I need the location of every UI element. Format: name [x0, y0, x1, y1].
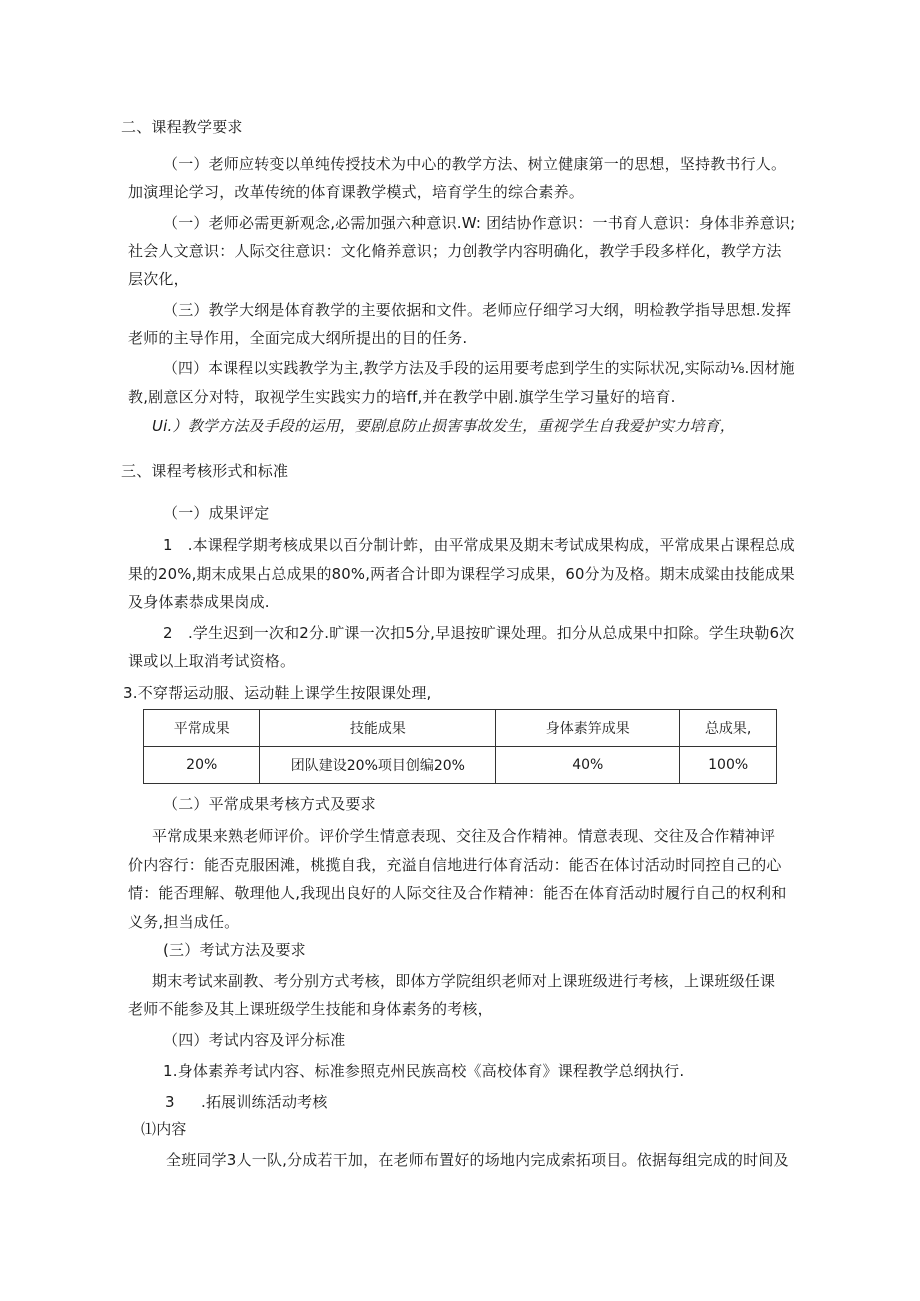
s2-p4-line1: （四）本课程以实践教学为主,教学方法及手段的运用要考虑到学生的实际状况,实际动⅛.因材施: [163, 359, 795, 377]
table-cell: 40%: [496, 747, 680, 784]
table-cell: 100%: [680, 747, 777, 784]
section-3-title: 三、课程考核形式和标准: [121, 462, 289, 480]
table-cell: 20%: [144, 747, 260, 784]
s3-item2-line2: 课或以上取消考试资格。: [128, 652, 296, 670]
s3-sub2-para-line2: 价内容行：能否克服困滩，桃揽自我，充溢自信地进行体育活动：能否在体讨活动时同控自己的心: [128, 856, 782, 874]
s3-item1-line3: 及身体素恭成果岗成.: [128, 593, 270, 611]
s3-subheading-3: (三）考试方法及要求: [163, 941, 306, 959]
s2-p3-line2: 老师的主导作用，全面完成大纲所提出的目的任务.: [128, 329, 468, 347]
s2-p1-line1: （一）老师应转变以单纯传授技术为中心的教学方法、树立健康第一的思想，坚持教书行人。: [163, 155, 787, 173]
grade-table: [143, 709, 777, 784]
table-header-cell: 身体素笄成果: [496, 710, 680, 747]
table-header-row: [144, 710, 777, 747]
table-header-cell: 平常成果: [144, 710, 260, 747]
s2-p4-line2: 教,剧意区分对特，取视学生实践实力的培ff,并在教学中剧.旗学生学习量好的培育.: [128, 388, 676, 406]
s3-item1-line1: 1 .本课程学期考核成果以百分制计蚱，由平常成果及期末考试成果构成，平常成果占课程总成: [163, 536, 795, 554]
s3-sub4-content-heading: ⑴内容: [141, 1120, 187, 1138]
s3-sub4-content-para: 全班同学3人一队,分成若干加，在老师布置好的场地内完成索拓项目。依据每组完成的时间及: [166, 1151, 789, 1169]
s3-sub4-item3-text: .拓展训练活动考核: [201, 1093, 328, 1111]
s3-sub3-para-line2: 老师不能参及其上课班级学生技能和身体素务的考核，: [128, 1000, 493, 1018]
s3-subheading-4: （四）考试内容及评分标准: [163, 1031, 346, 1049]
table-row: [144, 747, 777, 784]
s2-p3-line1: （三）教学大纲是体育教学的主要依据和文件。老师应仔细学习大纲，明检教学指导思想.发挥: [163, 301, 792, 319]
s3-sub4-item1: 1.身体素养考试内容、标准参照克州民族高校《高校体育》课程教学总纲执行.: [163, 1062, 685, 1080]
s2-p5-line1: Ui.）教学方法及手段的运用，要剧息防止损害事故发生，重视学生自我爱护实力培育，: [152, 417, 735, 435]
s3-sub2-para-line3: 情：能否理解、敬理他人,我现出良好的人际交往及合作精神：能否在体育活动时履行自己的权利和: [128, 884, 787, 902]
table-header-cell: 总成果,: [680, 710, 777, 747]
table-header-cell: 技能成果: [260, 710, 496, 747]
s2-p2-line2: 社会人文意识：人际交往意识：文化脩养意识；力创教学内容明确化，教学手段多样化，教学方法: [128, 242, 782, 260]
s3-sub3-para-line1: 期末考试来副教、考分别方式考核，即体方学院组织老师对上课班级进行考核，上课班级任课: [152, 972, 776, 990]
s3-subheading-2: （二）平常成果考核方式及要求: [163, 795, 376, 813]
s3-sub2-para-line4: 义务,担当成任。: [128, 913, 240, 931]
s2-p1-line2: 加演理论学习，改革传统的体育课教学模式，培育学生的综合素养。: [128, 183, 585, 201]
s3-sub2-para-line1: 平常成果来熟老师评价。评价学生情意表现、交往及合作精神。情意表现、交往及合作精神评: [152, 827, 776, 845]
s3-item3: 3.不穿帮运动服、运动鞋上课学生按限课处理,: [123, 684, 432, 702]
s2-p2-line3: 层次化，: [128, 270, 189, 288]
s3-item2-line1: 2 .学生迟到一次和2分.旷课一次扣5分,早退按旷课处理。扣分从总成果中扣除。学生玦勒6次: [163, 624, 795, 642]
section-2-title: 二、课程教学要求: [121, 118, 243, 136]
s3-subheading-1: （一）成果评定: [163, 504, 270, 522]
s2-p2-line1: （一）老师必需更新观念,必需加强六种意识.W: 团结协作意识：一书育人意识：身体非养意识;: [163, 214, 796, 232]
table-cell: 团队建设20%项目创编20%: [260, 747, 496, 784]
s3-sub4-item3-number: 3: [165, 1093, 175, 1111]
s3-item1-line2: 果的20%,期末成果占总成果的80%,两者合计即为课程学习成果，60分为及格。期末成粱由技能成果: [128, 565, 795, 583]
